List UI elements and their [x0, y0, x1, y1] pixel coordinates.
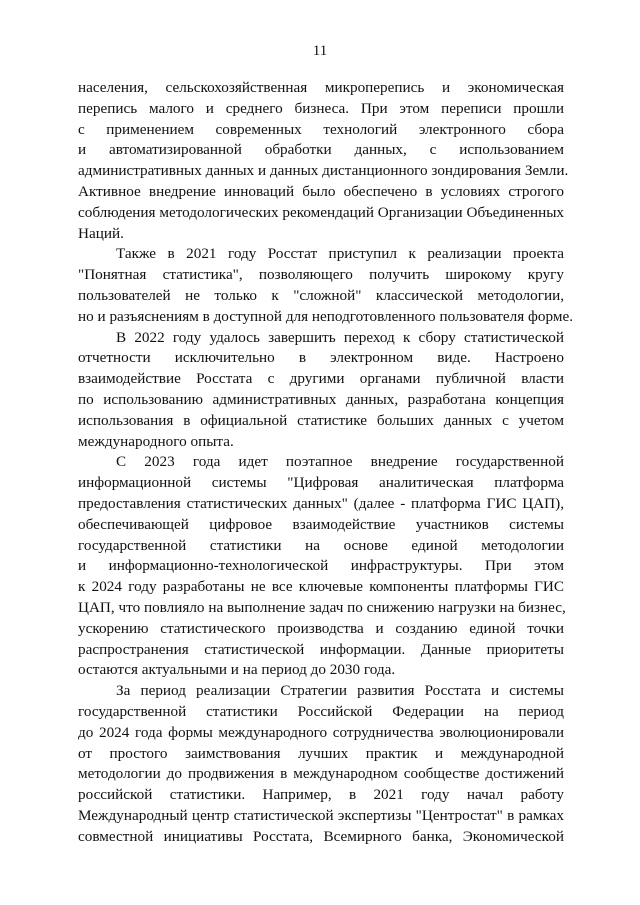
text-line: использования в официальной статистике больших данных с учетом: [78, 411, 564, 429]
text-line: информационной системы "Цифровая аналитическая платформа: [78, 474, 564, 492]
text-line: но и разъяснениям в доступной для неподготовленного пользователя форме.: [78, 307, 573, 325]
text-line: обеспечивающей цифровое взаимодействие участников системы: [78, 515, 564, 533]
text-line: российской статистики. Например, в 2021 году начал работу: [78, 786, 564, 804]
text-line: За период реализации Стратегии развития Росстата и системы: [116, 682, 564, 700]
text-line: "Понятная статистика", позволяющего получить широкому кругу: [78, 266, 564, 284]
paragraph: [78, 328, 564, 453]
text-line: совместной инициативы Росстата, Всемирного банка, Экономической: [78, 827, 564, 845]
text-line: ускорению статистического производства и созданию единой точки: [78, 619, 564, 637]
text-line: взаимодействие Росстата с другими органами публичной власти: [78, 370, 564, 388]
paragraph: [78, 452, 564, 681]
text-line: международного опыта.: [78, 432, 234, 450]
text-line: Наций.: [78, 224, 124, 242]
text-line: населения, сельскохозяйственная микроперепись и экономическая: [78, 79, 564, 96]
text-line: В 2022 году удалось завершить переход к сбору статистической: [116, 328, 564, 346]
text-line: государственной статистики Российской Федерации на период: [78, 702, 564, 720]
text-line: до 2024 года формы международного сотрудничества эволюционировали: [78, 723, 564, 741]
text-line: Активное внедрение инноваций было обеспечено в условиях строгого: [78, 182, 564, 200]
document-body: [78, 78, 573, 847]
text-line: с применением современных технологий электронного сбора: [78, 120, 564, 138]
text-line: соблюдения методологических рекомендаций Организации Объединенных: [78, 203, 564, 221]
text-line: от простого заимствования лучших практик и международной: [78, 744, 564, 762]
text-line: С 2023 года идет поэтапное внедрение государственной: [116, 453, 564, 471]
text-line: к 2024 году разработаны не все ключевые компоненты платформы ГИС: [78, 578, 564, 596]
text-line: перепись малого и среднего бизнеса. При этом переписи прошли: [78, 99, 564, 117]
text-line: методологии до продвижения в международном сообществе достижений: [78, 765, 564, 783]
text-line: государственной статистики на основе единой методологии: [78, 536, 564, 554]
text-line: и информационно-технологической инфраструктуры. При этом: [78, 557, 564, 575]
paragraph: [78, 244, 573, 327]
text-line: Международный центр статистической экспертизы "Центростат" в рамках: [78, 806, 564, 824]
paragraph: [78, 78, 569, 244]
text-line: предоставления статистических данных" (далее - платформа ГИС ЦАП),: [78, 494, 564, 512]
text-line: и автоматизированной обработки данных, с использованием: [78, 141, 564, 159]
text-line: административных данных и данных дистанционного зондирования Земли.: [78, 162, 569, 180]
text-line: Также в 2021 году Росстат приступил к реализации проекта: [116, 245, 564, 263]
text-line: отчетности исключительно в электронном виде. Настроено: [78, 349, 564, 367]
paragraph: [78, 681, 564, 847]
text-line: по использованию административных данных, разработана концепция: [78, 390, 564, 408]
text-line: ЦАП, что повлияло на выполнение задач по снижению нагрузки на бизнес,: [78, 598, 566, 616]
text-line: пользователей не только к "сложной" классической методологии,: [78, 286, 564, 304]
text-line: распространения статистической информации. Данные приоритеты: [78, 640, 564, 658]
text-line: остаются актуальными и на период до 2030 года.: [78, 661, 396, 679]
page-number: 11: [312, 43, 328, 59]
